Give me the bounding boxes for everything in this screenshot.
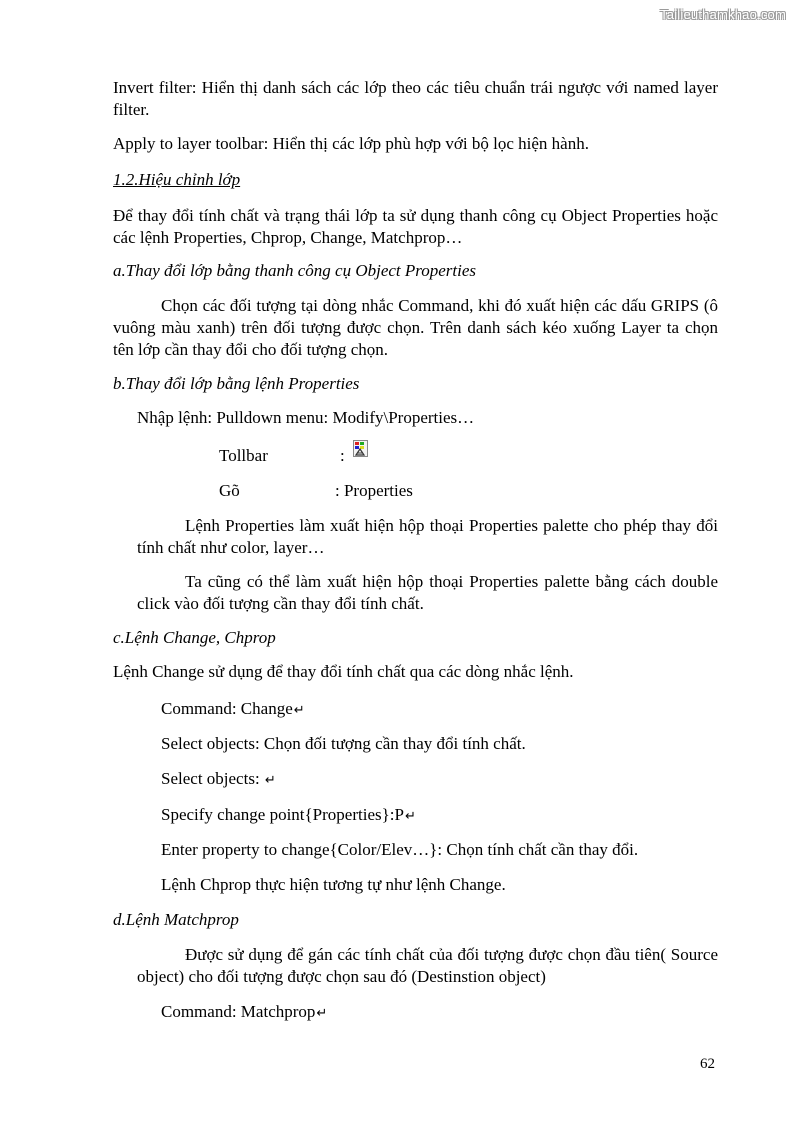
command-select-objects: Select objects: Chọn đối tượng cần thay đổi tính chất. xyxy=(161,734,526,753)
command-chprop-note: Lệnh Chprop thực hiện tương tự như lệnh Change. xyxy=(161,875,506,894)
command-enter-property: Enter property to change{Color/Elev…}: Chọn tính chất cần thay đổi. xyxy=(161,840,639,859)
return-icon: ↵ xyxy=(404,809,416,824)
return-icon: ↵ xyxy=(264,773,276,788)
paragraph-intro: Để thay đổi tính chất và trạng thái lớp ta sử dụng thanh công cụ Object Properties hoặc các lệnh Properties, Chprop, Change, Matchprop… xyxy=(113,206,718,247)
heading-d: d.Lệnh Matchprop xyxy=(113,910,239,929)
command-change-text: Command: Change xyxy=(161,699,293,718)
section-heading-text: 1.2.Hiệu chỉnh lớp xyxy=(113,170,241,189)
heading-c: c.Lệnh Change, Chprop xyxy=(113,628,276,647)
command-change-point xyxy=(161,804,718,828)
paragraph-b1: Lệnh Properties làm xuất hiện hộp thoại Properties palette cho phép thay đổi tính chất như color, layer… xyxy=(137,516,718,557)
command-change xyxy=(161,698,718,722)
command-select-objects-enter xyxy=(161,768,718,792)
heading-b: b.Thay đổi lớp bằng lệnh Properties xyxy=(113,374,360,393)
watermark: Tailieuthamkhao.com xyxy=(660,7,786,22)
page-number: 62 xyxy=(700,1056,715,1072)
heading-a: a.Thay đổi lớp bằng thanh công cụ Object Properties xyxy=(113,261,477,280)
command-select-text: Select objects: xyxy=(161,769,264,788)
paragraph-d: Được sử dụng để gán các tính chất của đối tượng được chọn đầu tiên( Source object) cho đối tượng được chọn sau đó (Destinstion object) xyxy=(137,945,718,986)
paragraph-input-command: Nhập lệnh: Pulldown menu: Modify\Properties… xyxy=(137,408,475,427)
toolbar-colon: : xyxy=(340,446,345,465)
paragraph-b2: Ta cũng có thể làm xuất hiện hộp thoại Properties palette bằng cách double click vào đối tượng cần thay đổi tính chất. xyxy=(137,572,718,613)
toolbar-label: Tollbar xyxy=(219,446,268,465)
section-heading-1-2 xyxy=(113,169,718,191)
return-icon: ↵ xyxy=(293,703,305,718)
command-matchprop xyxy=(161,1001,718,1025)
command-change-point-text: Specify change point{Properties}:P xyxy=(161,805,404,824)
return-icon: ↵ xyxy=(316,1006,328,1021)
go-label: Gõ xyxy=(219,481,240,500)
go-value: : Properties xyxy=(335,481,413,500)
command-matchprop-text: Command: Matchprop xyxy=(161,1002,316,1021)
properties-toolbar-icon xyxy=(353,440,369,459)
paragraph-c: Lệnh Change sử dụng để thay đổi tính chất qua các dòng nhắc lệnh. xyxy=(113,662,574,681)
paragraph-a: Chọn các đối tượng tại dòng nhắc Command, khi đó xuất hiện các dấu GRIPS (ô vuông màu xanh) trên đối tượng được chọn. Trên danh sách kéo xuống Layer ta chọn tên lớp cần thay đổi cho đối tượng chọn. xyxy=(113,296,718,359)
paragraph-invert-filter: Invert filter: Hiển thị danh sách các lớp theo các tiêu chuẩn trái ngược với named layer filter. xyxy=(113,78,718,119)
paragraph-apply-toolbar: Apply to layer toolbar: Hiển thị các lớp phù hợp với bộ lọc hiện hành. xyxy=(113,134,589,153)
